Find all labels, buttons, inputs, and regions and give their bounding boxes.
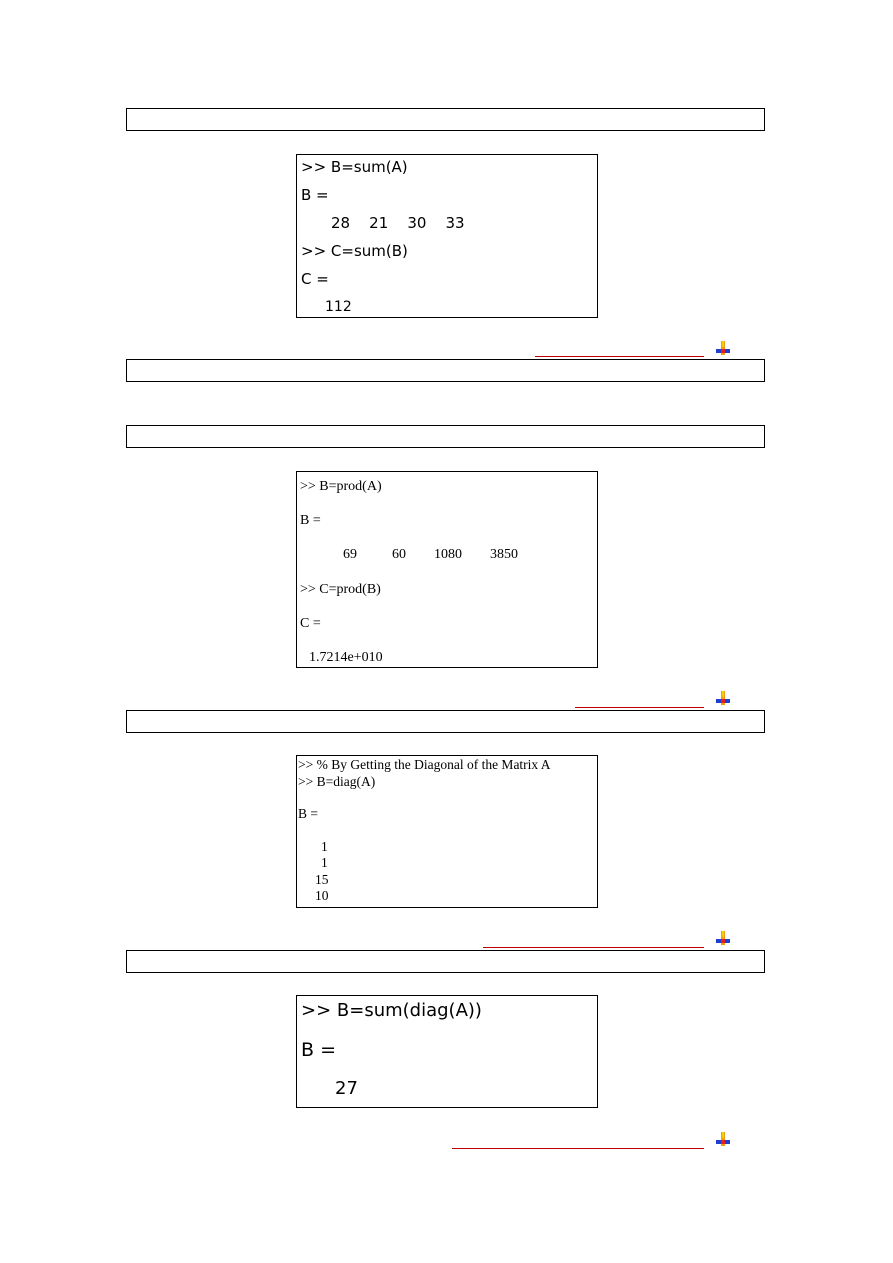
code-line: 10	[315, 888, 329, 903]
code-line: >> B=diag(A)	[298, 774, 376, 789]
link-underline-1[interactable]	[535, 356, 704, 357]
code-line: >> B=prod(A)	[300, 479, 382, 494]
link-underline-3[interactable]	[483, 947, 704, 948]
code-line: >> B=sum(diag(A))	[301, 1000, 482, 1021]
code-line: >> % By Getting the Diagonal of the Matrix A	[298, 757, 551, 772]
code-output-prod	[296, 471, 598, 668]
cross-marker-icon	[715, 1131, 731, 1147]
cross-marker-icon	[715, 690, 731, 706]
code-line: 15	[315, 872, 329, 887]
code-line: >> C=prod(B)	[300, 582, 381, 597]
code-line: 112	[325, 299, 352, 315]
code-line: 1.7214e+010	[309, 650, 383, 665]
code-line: >> C=sum(B)	[301, 242, 408, 260]
code-line: 69 60 1080 3850	[343, 547, 518, 562]
code-line: 27	[335, 1078, 358, 1099]
caption-bar-2	[126, 359, 765, 382]
code-line: B =	[301, 186, 329, 204]
caption-bar-3	[126, 425, 765, 448]
cross-marker-icon	[715, 340, 731, 356]
code-line: 28 21 30 33	[331, 214, 465, 232]
code-line: C =	[300, 616, 321, 631]
code-line: B =	[300, 513, 321, 528]
code-line: B =	[301, 1039, 336, 1061]
code-output-trace	[296, 995, 598, 1108]
code-line: 1	[321, 839, 328, 854]
caption-bar-4	[126, 710, 765, 733]
caption-bar-1	[126, 108, 765, 131]
code-line: B =	[298, 806, 318, 821]
link-underline-2[interactable]	[575, 707, 704, 708]
code-line: C =	[301, 270, 329, 288]
code-line: 1	[321, 855, 328, 870]
code-line: >> B=sum(A)	[301, 158, 408, 176]
link-underline-4[interactable]	[452, 1148, 704, 1149]
code-output-sum	[296, 154, 598, 318]
code-output-diag	[296, 755, 598, 908]
cross-marker-icon	[715, 930, 731, 946]
caption-bar-5	[126, 950, 765, 973]
